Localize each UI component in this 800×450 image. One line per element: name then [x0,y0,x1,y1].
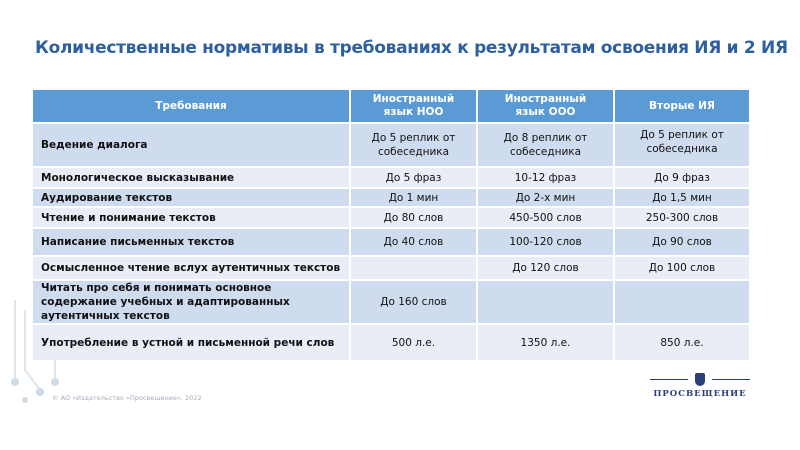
table-row [33,188,749,207]
cell-ooo: 450-500 слов [477,207,614,228]
cell-noo: 500 л.е. [350,324,477,360]
table-row [33,228,749,256]
cell-second-fl: До 90 слов [614,228,749,256]
header-second-fl: Вторые ИЯ [614,90,749,123]
header-noo: Иностранный язык НОО [350,90,477,123]
cell-ooo: 1350 л.е. [477,324,614,360]
cell-second-fl: До 5 реплик от собеседника [614,123,749,167]
cell-requirement: Осмысленное чтение вслух аутентичных текстов [33,256,350,280]
cell-second-fl: 850 л.е. [614,324,749,360]
cell-noo: До 1 мин [350,188,477,207]
cell-ooo: До 120 слов [477,256,614,280]
header-requirements: Требования [33,90,350,123]
table-row [33,123,749,167]
standards-table [33,90,749,360]
slide-title: Количественные нормативы в требованиях к результатам освоения ИЯ и 2 ИЯ [35,38,788,58]
cell-noo: До 40 слов [350,228,477,256]
cell-requirement: Читать про себя и понимать основное содержание учебных и адаптированных аутентичных текстов [33,280,350,324]
cell-noo [350,256,477,280]
header-ooo: Иностранный язык ООО [477,90,614,123]
cell-requirement: Монологическое высказывание [33,167,350,188]
table-row [33,167,749,188]
cell-ooo: 100-120 слов [477,228,614,256]
cell-second-fl [614,280,749,324]
cell-ooo [477,280,614,324]
copyright: © АО «Издательство «Просвещение», 2022 [52,394,202,402]
table-row [33,324,749,360]
cell-requirement: Написание письменных текстов [33,228,350,256]
cell-requirement: Ведение диалога [33,123,350,167]
cell-noo: До 5 фраз [350,167,477,188]
cell-second-fl: До 100 слов [614,256,749,280]
cell-ooo: 10-12 фраз [477,167,614,188]
table-row [33,280,749,324]
logo-text: ПРОСВЕЩЕНИЕ [653,389,747,399]
cell-ooo: До 2-х мин [477,188,614,207]
table-row [33,256,749,280]
cell-requirement: Чтение и понимание текстов [33,207,350,228]
cell-noo: До 5 реплик от собеседника [350,123,477,167]
cell-noo: До 80 слов [350,207,477,228]
table-header-row [33,90,749,123]
publisher-logo [650,373,750,399]
cell-requirement: Употребление в устной и письменной речи слов [33,324,350,360]
table-row [33,207,749,228]
cell-noo: До 160 слов [350,280,477,324]
cell-ooo: До 8 реплик от собеседника [477,123,614,167]
cell-second-fl: До 9 фраз [614,167,749,188]
shield-icon [695,373,705,386]
cell-requirement: Аудирование текстов [33,188,350,207]
cell-second-fl: До 1,5 мин [614,188,749,207]
cell-second-fl: 250-300 слов [614,207,749,228]
